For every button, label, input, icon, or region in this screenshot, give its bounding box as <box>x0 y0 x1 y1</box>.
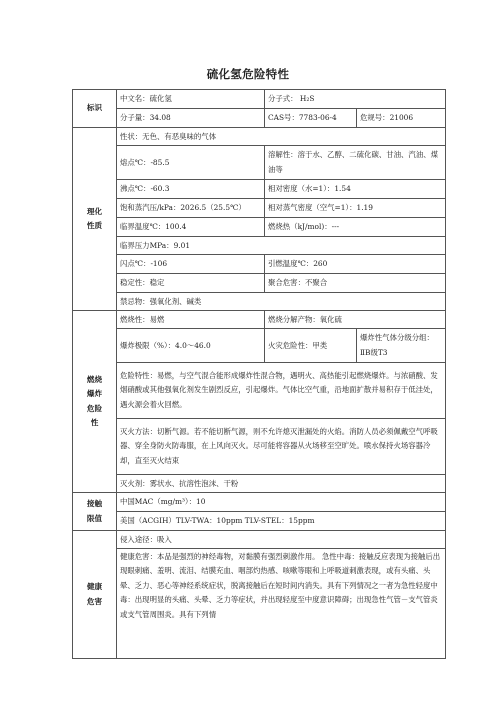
fire-row-2 <box>73 329 446 363</box>
limits-row-2 <box>73 512 446 531</box>
phys-row-7 <box>73 255 446 274</box>
phys-row-2 <box>73 146 446 180</box>
solubility: 溶解性：溶于水、乙醇、二硫化碳、甘油、汽油、煤油等 <box>265 146 446 180</box>
appearance: 性状：无色、有恶臭味的气体 <box>117 128 446 146</box>
phys-row-5 <box>73 218 446 237</box>
section-label-identity: 标识 <box>73 90 117 128</box>
physical-label-line2: 性质 <box>86 221 103 230</box>
id-row-1 <box>73 90 446 109</box>
flash-point: 闪点℃：-106 <box>117 255 265 274</box>
fire-label-line3: 危险 <box>86 403 103 413</box>
fire-label-line1: 燃烧 <box>86 374 103 384</box>
cn-name: 中文名：硫化氢 <box>117 90 265 109</box>
limits-row-1 <box>73 493 446 512</box>
melting-point: 熔点℃：-85.5 <box>117 146 265 180</box>
stability: 稳定性：稳定 <box>117 274 265 293</box>
boiling-point: 沸点℃：-60.3 <box>117 180 265 199</box>
phys-row-4 <box>73 199 446 218</box>
relative-density: 相对密度（水=1）：1.54 <box>265 180 446 199</box>
section-label-health <box>73 531 117 659</box>
limits-label-line2: 限值 <box>86 513 103 523</box>
section-label-fire <box>73 311 117 493</box>
hazard-table <box>72 89 446 659</box>
cas-number: CAS号：7783-06-4 <box>265 109 357 128</box>
phys-row-8 <box>73 274 446 293</box>
extinguishing-agent: 灭火剂：雾状水、抗溶性泡沫、干粉 <box>117 475 446 493</box>
molecular-weight: 分子量：34.08 <box>117 109 265 128</box>
explosive-gas-group: 爆炸性气体分级分组：ⅡB级T3 <box>357 329 446 363</box>
formula: 分子式： H₂S <box>265 90 446 109</box>
page-title: 硫化氢危险特性 <box>206 67 290 81</box>
fire-row-4 <box>73 419 446 475</box>
polymerization-hazard: 聚合危害：不聚合 <box>265 274 446 293</box>
combustion-heat: 燃烧热（kJ/mol)：--- <box>265 218 446 237</box>
health-row-1 <box>73 531 446 549</box>
fire-row-1 <box>73 311 446 329</box>
vapor-density: 相对蒸气密度（空气=1）：1.19 <box>265 199 446 218</box>
flammability: 燃烧性：易燃 <box>117 311 265 329</box>
critical-temperature: 临界温度℃：100.4 <box>117 218 265 237</box>
phys-row-3 <box>73 180 446 199</box>
acgih-limits: 美国（ACGIH）TLV-TWA：10ppm TLV-STEL：15ppm <box>117 512 446 531</box>
hazard-characteristics: 危险特性：易燃，与空气混合能形成爆炸性混合物，遇明火、高热能引起燃烧爆炸。与浓硝酸、发烟硝酸或其他强氧化剂发生剧烈反应，引起爆炸。气体比空气重，沿地面扩散并易积存于低洼处，遇火源会着火回燃。 <box>117 363 446 419</box>
fire-row-5 <box>73 475 446 493</box>
entry-route: 侵入途径：吸入 <box>117 531 446 549</box>
physical-label-line1: 理化 <box>86 206 103 216</box>
limits-label-line1: 接触 <box>86 499 103 509</box>
ignition-temperature: 引燃温度℃：260 <box>265 255 446 274</box>
fire-label-line2: 爆炸 <box>86 389 103 399</box>
section-label-physical <box>73 128 117 311</box>
fire-category: 火灾危险性：甲类 <box>265 329 357 363</box>
explosion-limits: 爆炸极限（%）：4.0～46.0 <box>117 329 265 363</box>
incompatible-materials: 禁忌物：强氧化剂、碱类 <box>117 293 446 311</box>
critical-pressure: 临界压力MPa：9.01 <box>117 237 446 255</box>
health-label-line2: 危害 <box>86 596 103 606</box>
fire-label-line4: 性 <box>90 417 99 427</box>
fire-row-3 <box>73 363 446 419</box>
health-hazard-text: 健康危害：本品是强烈的神经毒物，对黏膜有强烈刺激作用。 急性中毒：接触反应表现为接触后出现眼刺痛、羞明、流泪、结膜充血、咽部灼热感、咳嗽等眼和上呼吸道刺激表现，或有头痛、头晕、乏力、恶心等神经系统症状，脱离接触后在短时间内消失。具有下列情况之一者为急性轻度中毒：出现明显的头痛、头晕、乏力等症状，并出现轻度至中度意识障碍；出现急性气管－支气管炎或支气管周围炎。具有下列情 <box>117 549 446 659</box>
phys-row-9 <box>73 293 446 311</box>
china-mac: 中国MAC（mg/m³）：10 <box>117 493 446 512</box>
phys-row-1 <box>73 128 446 146</box>
health-row-2 <box>73 549 446 659</box>
vapor-pressure: 饱和蒸汽压/kPa：2026.5（25.5℃） <box>117 199 265 218</box>
hazard-number: 危规号：21006 <box>357 109 446 128</box>
extinguishing-method: 灭火方法：切断气源。若不能切断气源，则不允许熄灭泄漏处的火焰。消防人员必须佩戴空气呼吸器、穿全身防火防毒服，在上风向灭火。尽可能将容器从火场移至空旷处。喷水保持火场容器冷却，直至灭火结束 <box>117 419 446 475</box>
phys-row-6 <box>73 237 446 255</box>
decomposition-products: 燃烧分解产物：氧化硫 <box>265 311 446 329</box>
id-row-2 <box>73 109 446 128</box>
health-label-line1: 健康 <box>86 582 103 592</box>
section-label-limits <box>73 493 117 531</box>
